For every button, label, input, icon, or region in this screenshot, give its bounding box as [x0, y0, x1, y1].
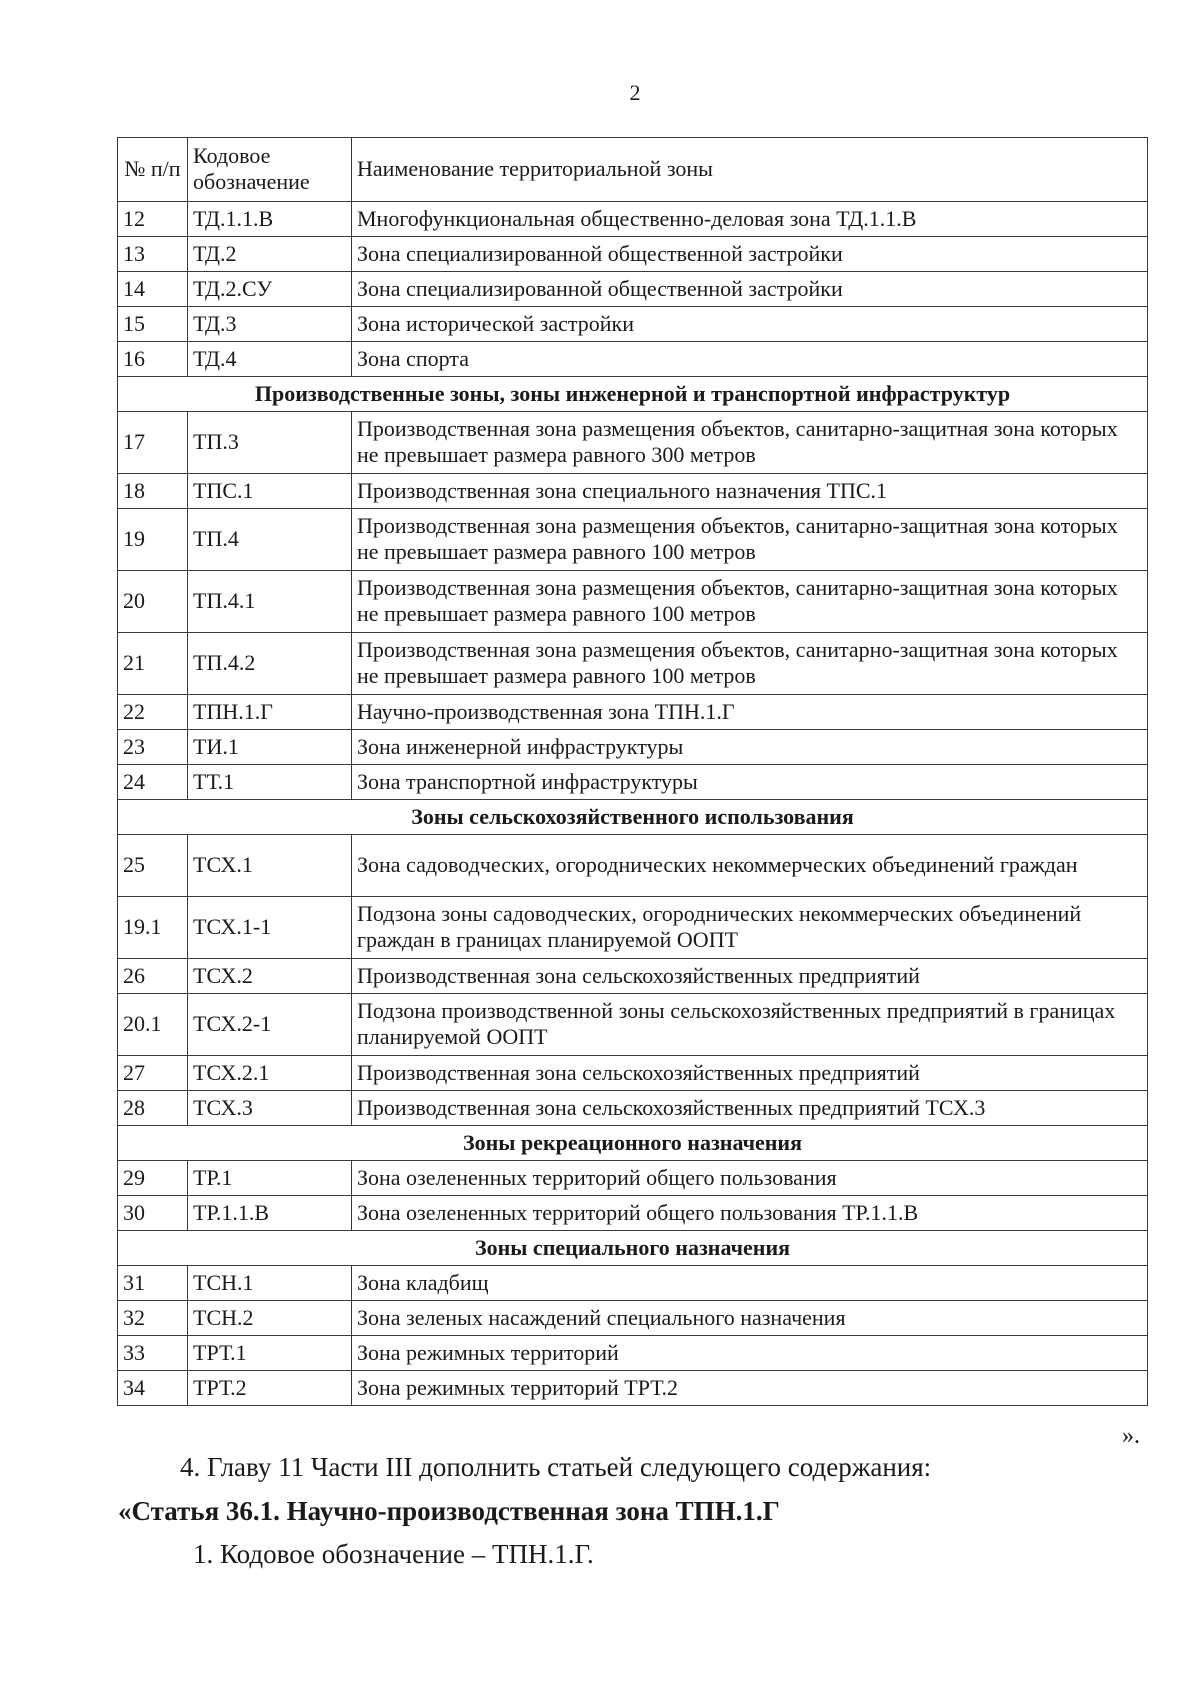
table-row [118, 342, 1148, 377]
cell-zone-name: Зона исторической застройки [352, 307, 1148, 342]
cell-code: ТП.4.2 [188, 633, 352, 695]
cell-zone-name: Подзона производственной зоны сельскохозяйственных предприятий в границах планируемой ООПТ [352, 994, 1148, 1056]
cell-number: 17 [118, 412, 188, 474]
table-row [118, 730, 1148, 765]
table-row [118, 202, 1148, 237]
cell-number: 22 [118, 695, 188, 730]
cell-code: ТПН.1.Г [188, 695, 352, 730]
section-title: Зоны рекреационного назначения [118, 1126, 1148, 1161]
cell-zone-name: Подзона зоны садоводческих, огороднических некоммерческих объединений граждан в границах планируемой ООПТ [352, 897, 1148, 959]
cell-number: 21 [118, 633, 188, 695]
page-number: 2 [629, 80, 641, 105]
header-zone-name: Наименование территориальной зоны [352, 138, 1148, 202]
table-header-row [118, 138, 1148, 202]
cell-number: 26 [118, 959, 188, 994]
table-row [118, 765, 1148, 800]
section-row [118, 1231, 1148, 1266]
table-row [118, 509, 1148, 571]
cell-zone-name: Производственная зона размещения объектов, санитарно-защитная зона которых не превышает размера равного 100 метров [352, 633, 1148, 695]
cell-zone-name: Производственная зона сельскохозяйственных предприятий ТСХ.3 [352, 1091, 1148, 1126]
cell-code: ТРТ.2 [188, 1371, 352, 1406]
cell-code: ТД.2 [188, 237, 352, 272]
table-row [118, 237, 1148, 272]
cell-number: 33 [118, 1336, 188, 1371]
section-row [118, 800, 1148, 835]
cell-number: 34 [118, 1371, 188, 1406]
cell-code: ТСХ.3 [188, 1091, 352, 1126]
table-row [118, 474, 1148, 509]
cell-zone-name: Зона специализированной общественной застройки [352, 237, 1148, 272]
cell-zone-name: Зона инженерной инфраструктуры [352, 730, 1148, 765]
table-row [118, 272, 1148, 307]
cell-number: 20 [118, 571, 188, 633]
cell-number: 16 [118, 342, 188, 377]
table-row [118, 1056, 1148, 1091]
cell-number: 15 [118, 307, 188, 342]
cell-zone-name: Производственная зона сельскохозяйственных предприятий [352, 1056, 1148, 1091]
section-title: Производственные зоны, зоны инженерной и транспортной инфраструктур [118, 377, 1148, 412]
cell-number: 31 [118, 1266, 188, 1301]
cell-number: 18 [118, 474, 188, 509]
cell-zone-name: Производственная зона размещения объектов, санитарно-защитная зона которых не превышает размера равного 300 метров [352, 412, 1148, 474]
paragraph-4: 4. Главу 11 Части III дополнить статьей следующего содержания: [180, 1452, 932, 1482]
cell-code: ТД.2.СУ [188, 272, 352, 307]
territorial-zones-table [117, 137, 1148, 1406]
table-row [118, 1161, 1148, 1196]
cell-code: ТПС.1 [188, 474, 352, 509]
table-body [118, 202, 1148, 1406]
cell-code: ТП.4 [188, 509, 352, 571]
cell-zone-name: Зона режимных территорий ТРТ.2 [352, 1371, 1148, 1406]
section-row [118, 1126, 1148, 1161]
cell-code: ТСН.1 [188, 1266, 352, 1301]
table-row [118, 412, 1148, 474]
cell-zone-name: Зона зеленых насаждений специального назначения [352, 1301, 1148, 1336]
cell-number: 19 [118, 509, 188, 571]
cell-code: ТД.3 [188, 307, 352, 342]
cell-number: 24 [118, 765, 188, 800]
cell-code: ТСХ.2 [188, 959, 352, 994]
cell-code: ТД.1.1.В [188, 202, 352, 237]
cell-zone-name: Зона озелененных территорий общего пользования ТР.1.1.В [352, 1196, 1148, 1231]
article-item-1: 1. Кодовое обозначение – ТПН.1.Г. [193, 1539, 594, 1569]
cell-code: ТД.4 [188, 342, 352, 377]
cell-number: 23 [118, 730, 188, 765]
table-row [118, 1266, 1148, 1301]
table-row [118, 1371, 1148, 1406]
table-row [118, 1091, 1148, 1126]
cell-number: 32 [118, 1301, 188, 1336]
closing-quote: ». [1122, 1423, 1140, 1449]
cell-zone-name: Зона режимных территорий [352, 1336, 1148, 1371]
cell-number: 28 [118, 1091, 188, 1126]
cell-number: 27 [118, 1056, 188, 1091]
cell-zone-name: Научно-производственная зона ТПН.1.Г [352, 695, 1148, 730]
cell-code: ТРТ.1 [188, 1336, 352, 1371]
table-row [118, 1301, 1148, 1336]
cell-code: ТСХ.1-1 [188, 897, 352, 959]
cell-number: 13 [118, 237, 188, 272]
table-row [118, 994, 1148, 1056]
cell-zone-name: Многофункциональная общественно-деловая зона ТД.1.1.В [352, 202, 1148, 237]
table-row [118, 959, 1148, 994]
cell-zone-name: Зона транспортной инфраструктуры [352, 765, 1148, 800]
header-number: № п/п [118, 138, 188, 202]
table-row [118, 633, 1148, 695]
cell-code: ТР.1.1.В [188, 1196, 352, 1231]
section-row [118, 377, 1148, 412]
table-row [118, 307, 1148, 342]
cell-zone-name: Производственная зона размещения объектов, санитарно-защитная зона которых не превышает размера равного 100 метров [352, 571, 1148, 633]
cell-code: ТП.3 [188, 412, 352, 474]
section-title: Зоны сельскохозяйственного использования [118, 800, 1148, 835]
section-title: Зоны специального назначения [118, 1231, 1148, 1266]
cell-number: 30 [118, 1196, 188, 1231]
cell-number: 29 [118, 1161, 188, 1196]
cell-code: ТТ.1 [188, 765, 352, 800]
cell-number: 19.1 [118, 897, 188, 959]
cell-number: 14 [118, 272, 188, 307]
cell-zone-name: Зона озелененных территорий общего пользования [352, 1161, 1148, 1196]
article-title: «Статья 36.1. Научно-производственная зона ТПН.1.Г [118, 1496, 780, 1526]
cell-zone-name: Производственная зона специального назначения ТПС.1 [352, 474, 1148, 509]
table-row [118, 1336, 1148, 1371]
cell-zone-name: Зона кладбищ [352, 1266, 1148, 1301]
cell-zone-name: Производственная зона размещения объектов, санитарно-защитная зона которых не превышает размера равного 100 метров [352, 509, 1148, 571]
cell-code: ТСН.2 [188, 1301, 352, 1336]
cell-code: ТСХ.2-1 [188, 994, 352, 1056]
cell-number: 20.1 [118, 994, 188, 1056]
table-row [118, 1196, 1148, 1231]
table-row [118, 897, 1148, 959]
cell-code: ТР.1 [188, 1161, 352, 1196]
cell-code: ТП.4.1 [188, 571, 352, 633]
cell-number: 25 [118, 835, 188, 897]
cell-code: ТСХ.2.1 [188, 1056, 352, 1091]
cell-zone-name: Производственная зона сельскохозяйственных предприятий [352, 959, 1148, 994]
table-row [118, 571, 1148, 633]
cell-code: ТСХ.1 [188, 835, 352, 897]
cell-zone-name: Зона садоводческих, огороднических некоммерческих объединений граждан [352, 835, 1148, 897]
table-row [118, 835, 1148, 897]
cell-zone-name: Зона спорта [352, 342, 1148, 377]
table-row [118, 695, 1148, 730]
cell-code: ТИ.1 [188, 730, 352, 765]
cell-number: 12 [118, 202, 188, 237]
cell-zone-name: Зона специализированной общественной застройки [352, 272, 1148, 307]
header-code: Кодовое обозначение [188, 138, 352, 202]
